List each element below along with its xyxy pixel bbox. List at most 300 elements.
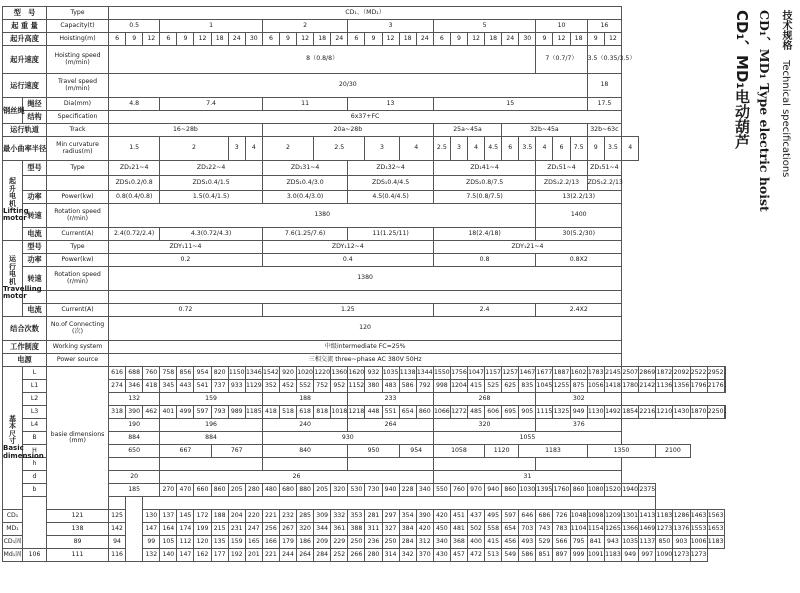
table-cell: 1492 — [604, 406, 621, 419]
table-cell: 499 — [177, 406, 194, 419]
table-row — [3, 549, 726, 562]
table-cell: 1854 — [622, 406, 639, 419]
table-cell: 6 — [502, 137, 519, 161]
table-cell: ZD₁51~4 — [536, 161, 587, 176]
table-cell: 340 — [416, 484, 433, 497]
table-cell: 7.5(0.8/7.5) — [433, 191, 536, 204]
table-cell: 680 — [279, 484, 296, 497]
table-cell: 1257 — [502, 367, 519, 380]
table-cell: 工作制度 — [3, 341, 47, 354]
table-cell: ZDY₁11~4 — [109, 241, 263, 254]
table-cell: 1520 — [604, 484, 621, 497]
table-cell: 850 — [656, 536, 673, 549]
table-cell: 8（0.8/8） — [109, 46, 536, 74]
table-cell: Type — [47, 241, 109, 254]
table-cell: 654 — [399, 406, 416, 419]
table-cell: 1350 — [587, 445, 656, 458]
table-cell: 199 — [194, 523, 211, 536]
table-cell: 933 — [228, 380, 245, 393]
table-cell: 312 — [416, 536, 433, 549]
table-cell: 1030 — [519, 484, 536, 497]
table-cell: 376 — [536, 419, 622, 432]
table-cell: 电流 — [23, 304, 47, 317]
table-cell: 361 — [331, 523, 348, 536]
table-cell: CD₁固 — [3, 536, 23, 549]
table-cell: 903 — [673, 536, 690, 549]
table-cell: 586 — [399, 380, 416, 393]
table-cell: 111 — [47, 549, 109, 562]
table-cell: ZDS₁0.4/4.5 — [348, 176, 433, 191]
table-cell: 1104 — [570, 523, 587, 536]
table-cell: 1940 — [622, 484, 639, 497]
table-cell: 89 — [47, 536, 109, 549]
table-cell: 220 — [245, 510, 262, 523]
table-row — [3, 20, 726, 33]
table-cell: 2216 — [639, 406, 656, 419]
table-cell: 1756 — [450, 367, 467, 380]
table-cell: 24 — [502, 33, 519, 46]
table-cell: 1056 — [587, 380, 604, 393]
table-cell: 179 — [279, 536, 296, 549]
table-cell: 320 — [297, 523, 314, 536]
table-cell: ZD₁51~4 — [587, 161, 622, 176]
table-cell: 2 — [262, 137, 313, 161]
table-cell: 7（0.7/7） — [536, 46, 587, 74]
table-cell: 1157 — [485, 367, 502, 380]
table-cell — [126, 497, 143, 562]
table-cell: 390 — [416, 510, 433, 523]
table-cell: 743 — [536, 523, 553, 536]
table-cell: 功率 — [23, 191, 47, 204]
table-cell: 493 — [519, 536, 536, 549]
table-cell: 17.5 — [587, 98, 622, 111]
table-cell: 233 — [348, 393, 433, 406]
table-cell: 688 — [126, 367, 143, 380]
table-cell — [47, 291, 109, 304]
table-cell — [724, 406, 725, 419]
table-cell: 354 — [399, 510, 416, 523]
table-cell: 1185 — [245, 406, 262, 419]
table-cell: 205 — [228, 484, 245, 497]
table-cell: 0.8 — [433, 254, 536, 267]
table-cell: 105 — [160, 536, 177, 549]
table-cell: Track — [47, 124, 109, 137]
table-cell: 2.5 — [433, 137, 450, 161]
table-cell: Capacity(t) — [47, 20, 109, 33]
table-cell: 989 — [228, 406, 245, 419]
table-cell: 1376 — [673, 523, 690, 536]
table-cell: 840 — [262, 445, 347, 458]
table-cell: 529 — [536, 536, 553, 549]
table-cell: ZD₁32~4 — [348, 161, 433, 176]
table-cell: L2 — [23, 393, 47, 406]
table-cell: 功率 — [23, 254, 47, 267]
table-cell: 1400 — [536, 204, 622, 228]
table-cell: 390 — [126, 406, 143, 419]
table-cell: 186 — [297, 536, 314, 549]
table-cell: 192 — [228, 549, 245, 562]
spec-caption-cn: 技术规格 — [780, 10, 791, 50]
table-cell: 345 — [160, 380, 177, 393]
table-cell: 转速 — [23, 267, 47, 291]
table-cell: 229 — [331, 536, 348, 549]
table-cell: 231 — [228, 523, 245, 536]
table-cell: 6 — [262, 33, 279, 46]
table-cell: 518 — [279, 406, 296, 419]
table-cell: 418 — [262, 406, 279, 419]
table-cell: 型号 — [23, 161, 47, 176]
table-cell: 1272 — [450, 406, 467, 419]
table-cell: 24 — [416, 33, 433, 46]
table-row — [3, 228, 726, 241]
table-cell: Current(A) — [47, 228, 109, 241]
table-cell: 185 — [109, 484, 160, 497]
table-cell: 309 — [314, 510, 331, 523]
table-cell: 284 — [399, 536, 416, 549]
table-cell: 116 — [109, 549, 126, 562]
table-cell: 452 — [279, 380, 296, 393]
table-cell: 1325 — [553, 406, 570, 419]
table-row — [3, 124, 726, 137]
table-cell: 767 — [211, 445, 262, 458]
table-cell: 2.4 — [433, 304, 536, 317]
table-cell: 415 — [467, 380, 484, 393]
table-cell: 760 — [450, 484, 467, 497]
table-cell: 513 — [485, 549, 502, 562]
table-cell: ZDY₁12~4 — [262, 241, 433, 254]
table-cell: 18 — [570, 33, 587, 46]
table-row — [3, 536, 726, 549]
table-cell: 420 — [416, 523, 433, 536]
table-cell: 4 — [399, 137, 433, 161]
table-cell: 201 — [245, 549, 262, 562]
table-cell: 13(2.2/13) — [536, 191, 622, 204]
table-cell: 0.8(0.4/0.8) — [109, 191, 160, 204]
table-cell: Rotation speed (r/min) — [47, 204, 109, 228]
table-cell: 1344 — [416, 367, 433, 380]
table-cell: 1.5(0.4/1.5) — [160, 191, 263, 204]
table-cell: 320 — [331, 484, 348, 497]
table-row — [3, 176, 726, 191]
table-cell: 1220 — [314, 367, 331, 380]
table-cell: 457 — [450, 549, 467, 562]
table-cell: 2.4X2 — [536, 304, 622, 317]
table-cell: 244 — [279, 549, 296, 562]
table-cell: 401 — [160, 406, 177, 419]
table-cell: 16 — [587, 20, 622, 33]
table-cell: 875 — [570, 380, 587, 393]
table-cell: 851 — [536, 549, 553, 562]
table-cell: 145 — [177, 510, 194, 523]
table-cell: 2507 — [622, 367, 639, 380]
table-cell: 597 — [502, 510, 519, 523]
table-cell: Current(A) — [47, 304, 109, 317]
table-cell: 3 — [365, 137, 399, 161]
table-cell: 4.3(0.72/4.3) — [160, 228, 263, 241]
spec-table — [2, 6, 726, 562]
table-cell: 1360 — [331, 367, 348, 380]
table-cell: 327 — [382, 523, 399, 536]
table-cell — [109, 497, 126, 510]
table-cell: 820 — [211, 367, 228, 380]
table-cell: 12 — [143, 33, 160, 46]
table-cell: 418 — [143, 380, 160, 393]
table-cell: 920 — [279, 367, 296, 380]
table-cell: 1047 — [467, 367, 484, 380]
table-cell: 215 — [211, 523, 228, 536]
table-cell: 2869 — [639, 367, 656, 380]
table-cell: 1760 — [553, 484, 570, 497]
table-cell: 483 — [382, 380, 399, 393]
table-row — [3, 445, 726, 458]
table-cell: 132 — [109, 393, 160, 406]
table-cell — [23, 176, 47, 191]
table-cell: 380 — [365, 380, 382, 393]
table-cell: 1120 — [485, 445, 519, 458]
table-cell: 174 — [177, 523, 194, 536]
table-cell: 1035 — [382, 367, 399, 380]
table-cell: 280 — [245, 484, 262, 497]
table-row — [3, 241, 726, 254]
table-cell: 952 — [331, 380, 348, 393]
table-cell: H — [23, 445, 47, 458]
table-cell: 860 — [570, 484, 587, 497]
table-cell: 818 — [314, 406, 331, 419]
table-cell: 18 — [211, 33, 228, 46]
table-cell: 274 — [109, 380, 126, 393]
table-cell: 954 — [194, 367, 211, 380]
table-cell: 结合次数 — [3, 317, 47, 341]
table-row — [3, 406, 726, 419]
table-cell: 1183 — [707, 536, 724, 549]
table-row — [3, 254, 726, 267]
table-cell: 138 — [47, 523, 109, 536]
table-cell: 型 号 — [3, 7, 47, 20]
table-cell: 267 — [279, 523, 296, 536]
table-cell: 最小曲率半径 — [3, 137, 47, 161]
table-cell: 12 — [604, 33, 621, 46]
table-cell: 940 — [485, 484, 502, 497]
table-row — [3, 33, 726, 46]
table-cell: 1469 — [639, 523, 656, 536]
table-cell: 368 — [450, 536, 467, 549]
table-cell: 9 — [587, 33, 604, 46]
table-cell: 3.5（0.35/3.5） — [587, 46, 622, 74]
table-cell — [23, 497, 47, 549]
table-row — [3, 191, 726, 204]
table-cell: 12 — [194, 33, 211, 46]
table-cell: 1090 — [656, 549, 673, 562]
table-cell: 11 — [262, 98, 347, 111]
table-cell: 9 — [279, 33, 296, 46]
table-cell: 997 — [639, 549, 656, 562]
table-cell: 552 — [297, 380, 314, 393]
table-cell: ZDS₁0.2/0.8 — [109, 176, 160, 191]
table-cell: ZD₁22~4 — [160, 161, 263, 176]
table-cell: 25a~45a — [433, 124, 501, 137]
table-cell: 954 — [399, 445, 433, 458]
table-cell: 618 — [297, 406, 314, 419]
table-cell: 270 — [160, 484, 177, 497]
table-cell: 166 — [262, 536, 279, 549]
table-cell: 2145 — [604, 367, 621, 380]
table-cell: 792 — [416, 380, 433, 393]
table-cell: 1020 — [297, 367, 314, 380]
table-cell: 437 — [467, 510, 484, 523]
table-cell: 1395 — [536, 484, 553, 497]
table-cell: 221 — [262, 549, 279, 562]
table-cell: 125 — [109, 510, 126, 523]
table-cell — [724, 380, 725, 393]
table-cell: 264 — [297, 549, 314, 562]
table-cell: 314 — [382, 549, 399, 562]
table-row — [3, 458, 726, 471]
table-cell: 730 — [365, 484, 382, 497]
table-cell: 332 — [331, 510, 348, 523]
table-cell: 311 — [365, 523, 382, 536]
table-row — [3, 204, 726, 228]
table-cell: 470 — [177, 484, 194, 497]
table-cell: ZD₁21~4 — [109, 161, 160, 176]
table-cell: 9 — [536, 33, 553, 46]
table-row — [3, 341, 726, 354]
table-row — [3, 523, 726, 536]
table-cell: 240 — [262, 419, 347, 432]
table-cell: 9 — [587, 137, 604, 161]
table-cell: 443 — [177, 380, 194, 393]
table-cell: L4 — [23, 419, 47, 432]
table-cell: 20 — [109, 471, 160, 484]
table-cell: 3 — [450, 137, 467, 161]
table-cell: 703 — [519, 523, 536, 536]
table-cell: 16~28b — [109, 124, 263, 137]
table-cell: 121 — [47, 510, 109, 523]
table-cell: 558 — [485, 523, 502, 536]
table-cell: 1380 — [109, 204, 536, 228]
table-cell: 525 — [485, 380, 502, 393]
table-cell: 1887 — [553, 367, 570, 380]
table-cell: 24 — [228, 33, 245, 46]
table-cell: 20/30 — [109, 74, 588, 98]
table-cell: 835 — [519, 380, 536, 393]
table-cell: 793 — [211, 406, 228, 419]
table-cell: 737 — [211, 380, 228, 393]
table-cell: 162 — [194, 549, 211, 562]
table-cell: 1796 — [690, 380, 707, 393]
table-cell: 12 — [297, 33, 314, 46]
table-cell: ZDS₁2.2/13 — [587, 176, 622, 191]
table-cell: 1273 — [656, 523, 673, 536]
table-row — [3, 497, 726, 510]
table-cell: 3.0(0.4/3.0) — [262, 191, 347, 204]
table-cell: 94 — [109, 536, 126, 549]
table-cell: 1152 — [348, 380, 365, 393]
table-cell: 2952 — [707, 367, 724, 380]
table-cell — [109, 291, 622, 304]
table-cell: 250 — [348, 536, 365, 549]
table-cell: 462 — [143, 406, 160, 419]
table-cell: 344 — [314, 523, 331, 536]
table-cell: 9 — [450, 33, 467, 46]
table-cell: 6 — [348, 33, 365, 46]
table-cell: 起升高度 — [3, 33, 47, 46]
table-cell: 752 — [314, 380, 331, 393]
table-cell: 1006 — [690, 536, 707, 549]
table-row — [3, 161, 726, 176]
table-cell: 1783 — [587, 367, 604, 380]
table-cell: 130 — [143, 510, 160, 523]
table-cell: Power(kw) — [47, 191, 109, 204]
table-cell: 1150 — [228, 367, 245, 380]
table-cell: 20a~28b — [262, 124, 433, 137]
table-cell: 285 — [297, 510, 314, 523]
table-cell: 450 — [433, 523, 450, 536]
table-cell: 0.8X2 — [536, 254, 622, 267]
table-cell: B — [23, 432, 47, 445]
table-cell: 10 — [536, 20, 587, 33]
table-cell: 1265 — [604, 523, 621, 536]
table-cell: 140 — [160, 549, 177, 562]
table-cell: 250 — [382, 536, 399, 549]
table-cell: L3 — [23, 406, 47, 419]
table-cell: 420 — [433, 510, 450, 523]
table-cell: 电流 — [23, 228, 47, 241]
table-cell: 106 — [23, 549, 47, 562]
table-row — [3, 380, 726, 393]
table-row — [3, 267, 726, 291]
table-row — [3, 291, 726, 304]
table-cell: Type — [47, 7, 109, 20]
table-cell: 320 — [433, 419, 536, 432]
table-cell: 695 — [502, 406, 519, 419]
table-cell: 268 — [433, 393, 536, 406]
table-cell: 1273 — [673, 549, 690, 562]
table-cell: 1.25 — [262, 304, 433, 317]
table-cell: 660 — [194, 484, 211, 497]
table-cell: 1780 — [622, 380, 639, 393]
table-cell: CD₁ — [3, 510, 23, 523]
table-cell: 1066 — [433, 406, 450, 419]
table-cell: 三相交流 three~phase AC 380V 50Hz — [109, 354, 622, 367]
table-cell: Specification — [47, 111, 109, 124]
table-cell: 0.2 — [109, 254, 263, 267]
table-cell: 0.5 — [109, 20, 160, 33]
table-cell: 726 — [553, 510, 570, 523]
table-cell: 5 — [433, 20, 536, 33]
table-cell: 1550 — [433, 367, 450, 380]
table-cell: 31 — [433, 471, 621, 484]
table-cell: 6x37+FC — [109, 111, 622, 124]
table-cell: 18 — [399, 33, 416, 46]
table-cell: 188 — [211, 510, 228, 523]
table-cell: b — [23, 484, 47, 497]
table-cell: 884 — [160, 432, 263, 445]
table-cell: 4 — [536, 137, 553, 161]
table-cell: L — [23, 367, 47, 380]
table-cell: 346 — [126, 380, 143, 393]
table-cell: 99 — [143, 536, 160, 549]
table-row — [3, 46, 726, 74]
table-cell: 856 — [177, 367, 194, 380]
table-cell: 998 — [433, 380, 450, 393]
table-cell: 550 — [433, 484, 450, 497]
table-cell: 388 — [348, 523, 365, 536]
table-cell — [348, 458, 433, 471]
table-cell: 1183 — [604, 549, 621, 562]
table-cell: 247 — [245, 523, 262, 536]
table-cell: 451 — [450, 510, 467, 523]
table-cell: 绳径 — [23, 98, 47, 111]
